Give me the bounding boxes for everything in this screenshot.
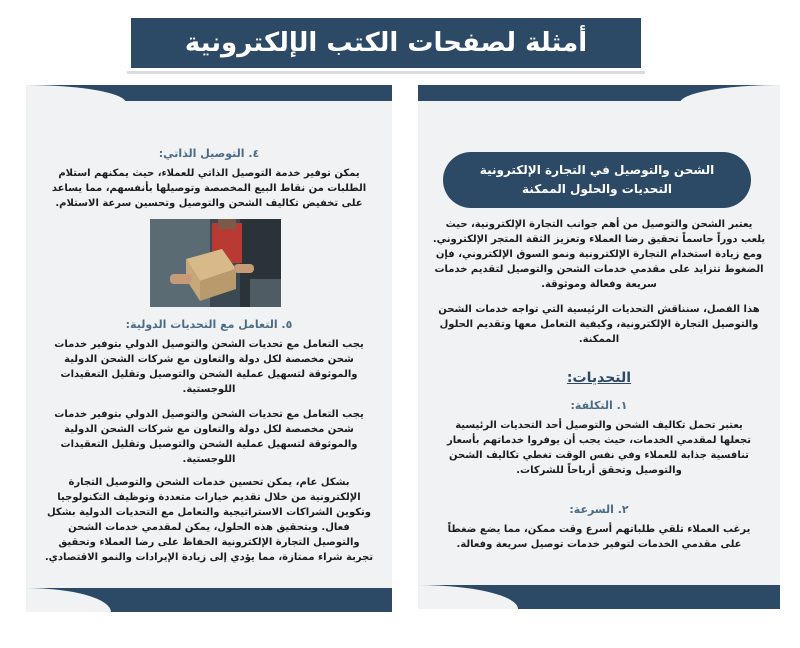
chapter-title-pill xyxy=(443,152,751,208)
conclusion-paragraph: بشكل عام، يمكن تحسين خدمات الشحن والتوصيل التجارة الإلكترونية من خلال تقديم خيارات متعددة وتوظيف التكنولوجيا وتكوين الشراكات الاستراتيجية والتعامل مع التحديات الدولية بشكل فعال. وبتحقيق هذه الحلول، يمكن لمقدمي خدمات الشحن والتوصيل التجارة الإلكترونية الحفاظ على رضا العملاء وتحقيق تجربة شراء ممتازة، مما يؤدي إلى زيادة الإيرادات والنمو الاقتصادي. xyxy=(44,477,374,563)
international-paragraph-1: يجب التعامل مع تحديات الشحن والتوصيل الدولي بتوفير خدمات شحن مخصصة لكل دولة والتعاون مع شركات الشحن الدولية والموثوقة لتسهيل عملية الشحن والتوصيل وتقليل التعقيدات اللوجستية. xyxy=(54,339,364,395)
page-top-band xyxy=(26,85,392,101)
chapter-title-line2: التحديات والحلول الممكنة xyxy=(522,182,672,196)
speed-paragraph: يرغب العملاء تلقي طلباتهم أسرع وقت ممكن، مما يضع ضغطاً على مقدمي الخدمات لتوفير خدمات توصيل سريعة وفعالة. xyxy=(447,524,751,550)
cost-paragraph: يعتبر تحمل تكاليف الشحن والتوصيل أحد التحديات الرئيسية تجعلها لمقدمي الخدمات، حيث يجب أن يوفروا خدماتهم بأسعار تنافسية جذابة للعملاء وفي نفس الوقت تغطي تكاليف الشحن والتوصيل وتحقق أرباحاً للشركات. xyxy=(446,420,752,476)
section-heading-speed: ٢. السرعة: xyxy=(569,503,629,516)
chapter-overview-paragraph: هذا الفصل، سنناقش التحديات الرئيسية التي تواجه خدمات الشحن والتوصيل التجارة الإلكترونية، وكيفية التعامل معها وتقديم الحلول الممكنة. xyxy=(438,304,760,345)
intro-paragraph: يعتبر الشحن والتوصيل من أهم جوانب التجارة الإلكترونية، حيث يلعب دوراً حاسماً تحقيق رضا العملاء وتعزيز الثقة المتجر الإلكتروني. ومع زيادة استخدام التجارة الإلكترونية ونمو السوق الإلكتروني، فإن الضغوط تتزايد على مقدمي خدمات الشحن والتوصيل لتقديم خدمات سريعة وفعالة وموثوقة. xyxy=(432,219,766,290)
international-paragraph-2: يجب التعامل مع تحديات الشحن والتوصيل الدولي بتوفير خدمات شحن مخصصة لكل دولة والتعاون مع شركات الشحن الدولية والموثوقة لتسهيل عملية الشحن والتوصيل وتقليل التعقيدات اللوجستية. xyxy=(54,409,364,465)
section-heading-international: ٥. التعامل مع التحديات الدولية: xyxy=(125,318,293,331)
banner-title: أمثلة لصفحات الكتب الإلكترونية xyxy=(184,28,588,58)
ebook-page-left xyxy=(26,85,392,612)
delivery-photo xyxy=(150,219,281,307)
self-delivery-paragraph: يمكن توفير خدمة التوصيل الذاتي للعملاء، حيث يمكنهم استلام الطلبات من نقاط البيع المخصصة وتوصيلها بأنفسهم، مما يساعد على تخفيض تكاليف الشحن والتوصيل وتحسين سرعة الاستلام. xyxy=(51,168,367,209)
ebook-page-right xyxy=(418,85,780,609)
page-banner xyxy=(131,18,641,68)
page-bottom-band xyxy=(418,585,780,609)
page-top-band xyxy=(418,85,780,101)
chapter-title-line1: الشحن والتوصيل في التجارة الإلكترونية xyxy=(479,163,715,177)
section-heading-cost: ١. التكلفة: xyxy=(570,399,628,412)
challenges-title: التحديات: xyxy=(566,370,632,386)
delivery-photo-icon xyxy=(150,219,281,307)
section-heading-self-delivery: ٤. التوصيل الذاتي: xyxy=(158,147,260,160)
page-bottom-band xyxy=(26,588,392,612)
